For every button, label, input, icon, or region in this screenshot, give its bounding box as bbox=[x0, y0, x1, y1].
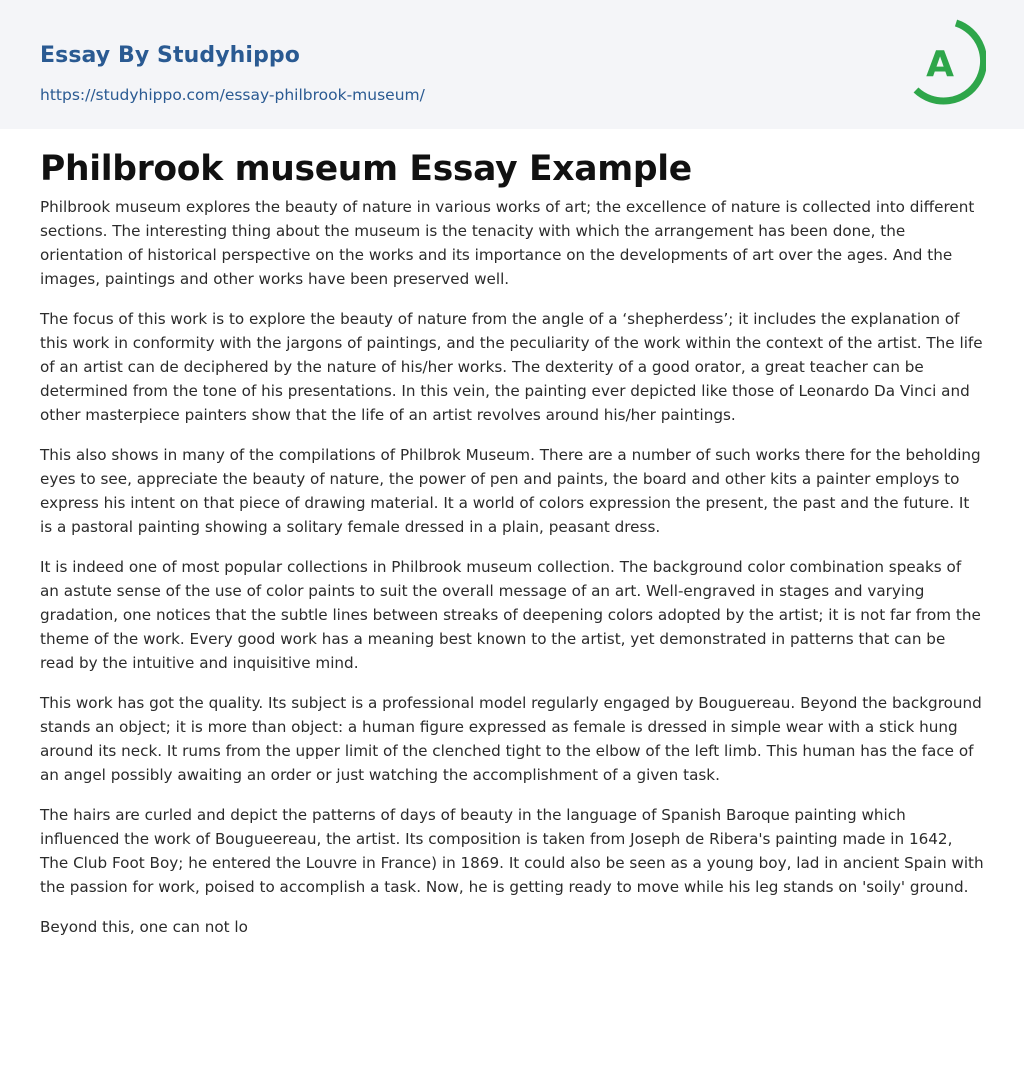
paragraph-4: It is indeed one of most popular collections in Philbrook museum collection. The background color combination speaks of an astute sense of the use of color paints to suit the overall message of an art. Well-engraved in stages and varying gradation, one notices that the subtle lines between streaks of deepening colors adopted by the artist; it is not far from the theme of the work. Every good work has a meaning best known to the artist, yet demonstrated in patterns that can be read by the intuitive and inquisitive mind. bbox=[40, 558, 981, 672]
paragraph-1: Philbrook museum explores the beauty of nature in various works of art; the excellence of nature is collected into different sections. The interesting thing about the museum is the tenacity with which the arrangement has been done, the orientation of historical perspective on the works and its importance on the developments of art over the ages. And the images, paintings and other works have been preserved well. bbox=[40, 198, 975, 288]
essay-url-link[interactable]: https://studyhippo.com/essay-philbrook-museum/ bbox=[40, 86, 425, 104]
site-header bbox=[0, 0, 1024, 129]
article bbox=[0, 147, 1024, 939]
paragraph-5: This work has got the quality. Its subject is a professional model regularly engaged by Bouguereau. Beyond the background stands an object; it is more than object: a human figure expressed as female is dressed in simple wear with a stick hung around its neck. It rums from the upper limit of the clenched tight to the elbow of the left limb. This human has the face of an angel possibly awaiting an order or just watching the accomplishment of a given task. bbox=[40, 694, 982, 784]
paragraph-2: The focus of this work is to explore the beauty of nature from the angle of a ‘shepherdess’; it includes the explanation of this work in conformity with the jargons of paintings, and the peculiarity of the work within the context of the artist. The life of an artist can de deciphered by the nature of his/her works. The dexterity of a good orator, a great teacher can be determined from the tone of his presentations. In this vein, the painting ever depicted like those of Leonardo Da Vinci and other masterpiece painters show that the life of an artist revolves around his/her paintings. bbox=[40, 310, 983, 424]
paragraph-7-truncated: Beyond this, one can not lo bbox=[40, 918, 248, 936]
logo-letter: A bbox=[926, 44, 954, 85]
site-brand[interactable]: Essay By Studyhippo bbox=[40, 43, 300, 68]
studyhippo-logo-icon[interactable] bbox=[912, 18, 986, 106]
paragraph-6: The hairs are curled and depict the patterns of days of beauty in the language of Spanish Baroque painting which influenced the work of Bougueereau, the artist. Its composition is taken from Joseph de Ribera's painting made in 1642, The Club Foot Boy; he entered the Louvre in France) in 1869. It could also be seen as a young boy, lad in ancient Spain with the passion for work, poised to accomplish a task. Now, he is getting ready to move while his leg stands on 'soily' ground. bbox=[40, 806, 984, 896]
page-title: Philbrook museum Essay Example bbox=[40, 149, 692, 189]
paragraph-3: This also shows in many of the compilations of Philbrok Museum. There are a number of such works there for the beholding eyes to see, appreciate the beauty of nature, the power of pen and paints, the board and other kits a painter employs to express his intent on that piece of drawing material. It a world of colors expression the present, the past and the future. It is a pastoral painting showing a solitary female dressed in a plain, peasant dress. bbox=[40, 446, 981, 536]
